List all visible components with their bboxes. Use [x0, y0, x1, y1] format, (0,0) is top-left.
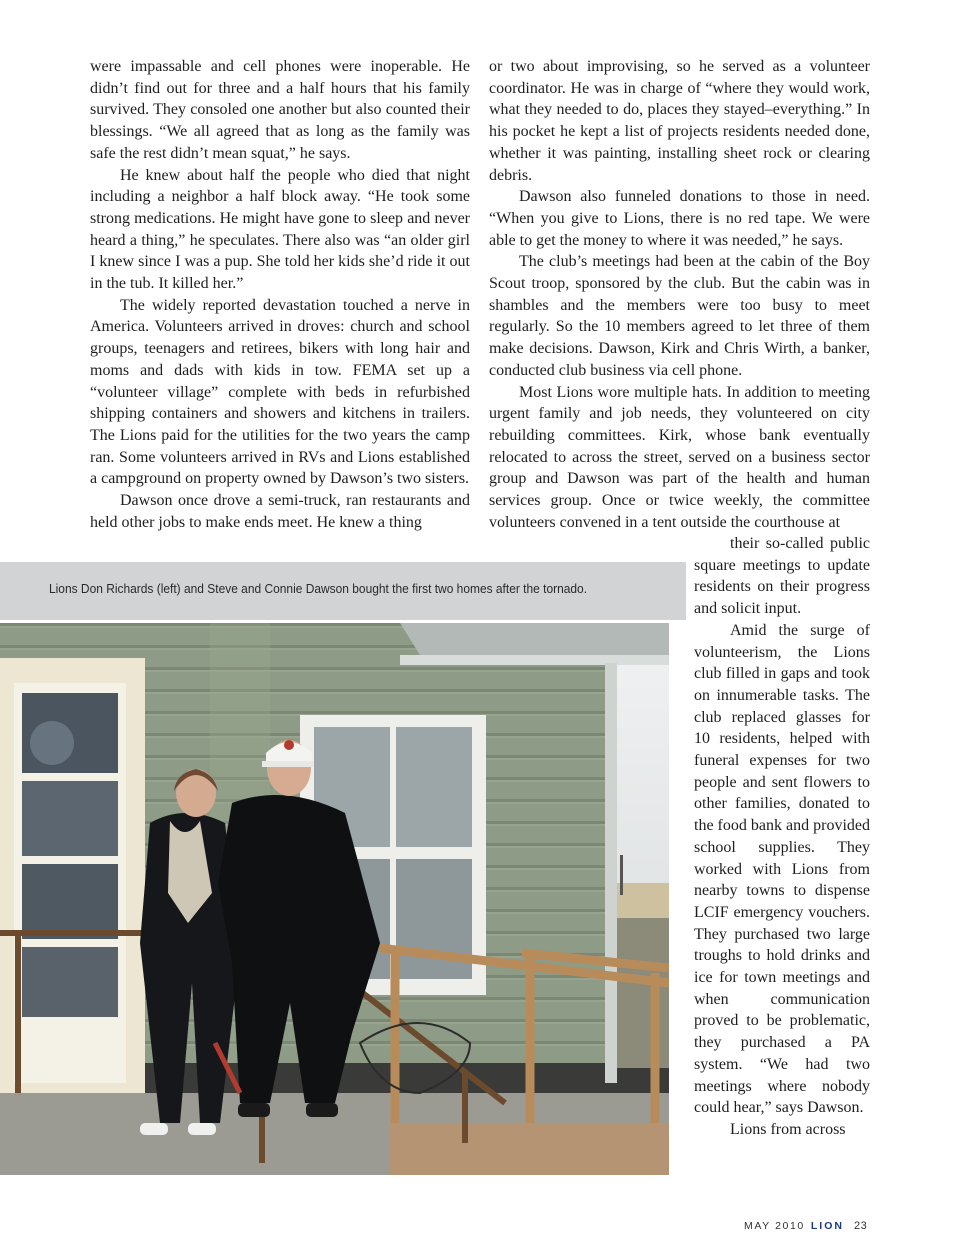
page-number: 23	[853, 1220, 868, 1232]
magazine-name: LION	[810, 1220, 844, 1232]
paragraph: The widely reported devastation touched a nerve in America. Volunteers arrived in droves: church and school groups, teenagers and retirees, bikers with long hair and moms and dads with kids in tow. FEMA set up a “volunteer village” complete with beds in refurbished shipping containers and showers and kitchens in trailers. The Lions paid for the utilities for the two years the camp ran. Some volunteers arrived in RVs and Lions established a campground on property owned by Dawson’s two sisters.	[90, 296, 470, 488]
paragraph: their so-called public square meetings to update residents on their progress and solicit input.	[694, 535, 870, 618]
paragraph: Dawson once drove a semi-truck, ran restaurants and held other jobs to make ends meet. He knew a thing	[90, 492, 470, 531]
paragraph: Lions from across	[730, 1120, 846, 1138]
article-column-left	[90, 56, 470, 533]
paragraph: Most Lions wore multiple hats. In addition to meeting urgent family and job needs, they volunteered on city rebuilding committees. Kirk, whose bank eventually relocated to across the street, served on a business sector group and Dawson was part of the health and human services group. Once or twice weekly, the committee volunteers convened in a tent outside the courthouse at	[489, 383, 870, 531]
page-footer	[744, 1220, 867, 1232]
paragraph: or two about improvising, so he served as a volunteer coordinator. He was in charge of “where they would work, what they needed to do, places they stayed–everything.” In his pocket he kept a list of projects residents needed done, whether it was painting, installing sheet rock or clearing debris.	[489, 58, 870, 184]
paragraph: Amid the surge of volunteerism, the Lions club filled in gaps and took on innumerable tasks. The club replaced glasses for 10 residents, helped with funeral expenses for two people and sent flowers to other families, donated to the food bank and provided school supplies. They worked with Lions from nearby towns to dispense LCIF emergency vouchers. They purchased two large troughs to hold drinks and ice for town meetings and when communication proved to be problematic, they purchased a PA system. “We had two meetings where nobody could hear,” says Dawson.	[694, 621, 870, 1117]
house-porch-photo	[0, 623, 669, 1175]
article-column-narrow	[694, 533, 870, 1141]
photo-caption: Lions Don Richards (left) and Steve and Connie Dawson bought the first two homes after the tornado.	[49, 582, 588, 596]
paragraph: The club’s meetings had been at the cabin of the Boy Scout troop, sponsored by the club. But the cabin was in shambles and the members were too busy to meet regularly. So the 10 members agreed to let three of them make decisions. Dawson, Kirk and Chris Wirth, a banker, conducted club business via cell phone.	[489, 253, 870, 379]
article-column-middle	[489, 56, 870, 533]
paragraph: He knew about half the people who died that night including a neighbor a half block away. “He took some strong medications. He might have gone to sleep and never heard a thing,” he speculates. There also was “an older girl I knew since I was a pup. She told her kids she’d ride it out in the tub. It killed her.”	[90, 166, 470, 293]
issue-date: MAY 2010	[744, 1220, 805, 1232]
paragraph: Dawson also funneled donations to those in need. “When you give to Lions, there is no red tape. We were able to get the money to where it was needed,” he says.	[489, 188, 870, 249]
paragraph: were impassable and cell phones were inoperable. He didn’t find out for three and a half hours that his family survived. They consoled one another but also counted their blessings. “We all agreed that as long as the family was safe the rest didn’t mean squat,” he says.	[90, 58, 470, 162]
